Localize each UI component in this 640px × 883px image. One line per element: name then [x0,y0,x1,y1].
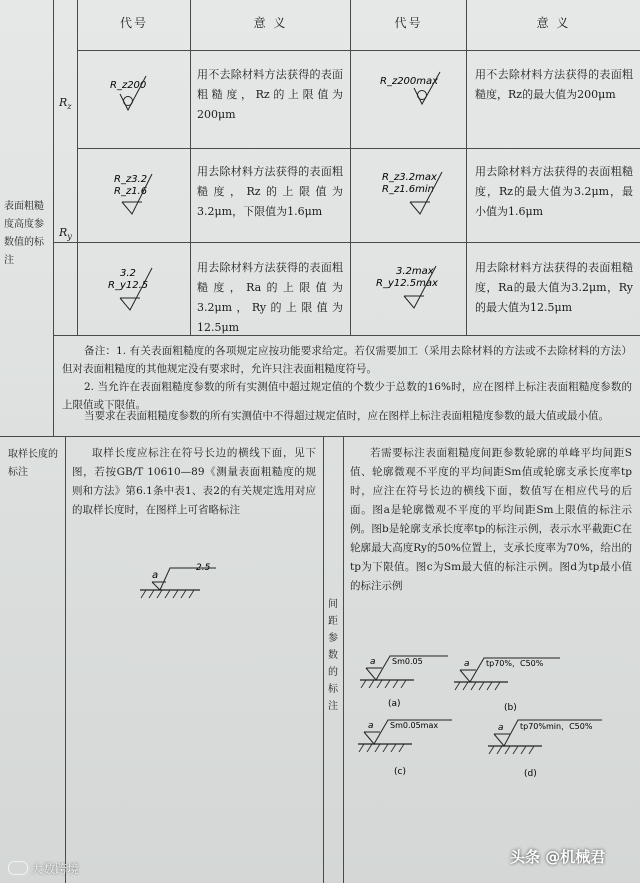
roughness-symbol-rz-maxmin [380,168,466,218]
svg-text:a: a [152,570,159,581]
svg-text:a: a [498,723,504,733]
section-label-spacing-params: 间距参数的标注 [328,599,338,712]
grid-line [65,436,66,883]
roughness-symbol-ra-ry [106,264,182,314]
svg-text:3.2: 3.2 [120,268,136,279]
header-code-left: 代号 [119,16,148,30]
watermark-left: 大数跨境 [8,860,79,877]
param-ry-label: $R_y$ [59,226,72,242]
spacing-params-text: 若需要标注表面粗糙度间距参数轮廓的单峰平均间距S值、轮廓微观不平度的平均间距Sm值或轮廓支承长度率tp时，应注在符号长边的横线下面，数值写在相应代号的后面。图a是轮廓微观不平度的平均间距Sm上限值的标注示例。图b是轮廓支承长度率tp的标注示例，表示水平截距C在轮廓最大高度Ry的50%位置上，支承长度率为70%，给出的tp为下限值。图c为Sm最大值的标注示例。图d为tp最小值的标注示例 [350,447,632,592]
svg-text:R_z3.2max: R_z3.2max [382,172,437,183]
svg-text:R_z1.6: R_z1.6 [114,186,148,197]
grid-line [77,50,640,51]
sampling-length-symbol [140,560,230,606]
svg-text:(d): (d) [524,769,537,779]
section-label-sampling-length: 取样长度的标注 [8,449,58,478]
svg-text:R_y12.5max: R_y12.5max [376,278,438,289]
sampling-length-text: 取样长度应标注在符号长边的横线下面，见下图，若按GB/T 10610—89《测量表面粗糙度的规则和方法》第6.1条中表1、表2的有关规定选用对应的取样长度时，在图样上可省略标注 [72,447,316,516]
svg-text:tp70%，C50%: tp70%，C50% [486,659,544,668]
row3-meaning-right: 用去除材料方法获得的表面粗糙度，Ra的最大值为3.2μm，Ry的最大值为12.5μm [475,261,633,314]
note-1: 备注：1. 有关表面粗糙度的各项规定应按功能要求给定。若仅需要加工（采用去除材料的方法或不去除材料的方法）但对表面粗糙度的其他规定没有要求时，允许只注表面粗糙度符号。 [62,345,632,375]
header-meaning-left: 意 义 [253,16,288,30]
figure-c-symbol [358,712,462,778]
grid-line [323,436,324,883]
grid-line [77,148,640,149]
svg-text:R_z200max: R_z200max [380,76,439,87]
row2-meaning-right: 用去除材料方法获得的表面粗糙度，Rz的最大值为3.2μm，最小值为1.6μm [475,165,633,218]
param-rz-label: $R_z$ [59,96,72,112]
header-code-right: 代号 [394,16,423,30]
section-label-height-params: 表面粗糙度高度参数值的标注 [4,201,44,266]
svg-text:(a): (a) [388,699,401,709]
grid-line [0,436,640,437]
grid-line [53,0,54,436]
figure-a-symbol [360,650,460,710]
svg-text:3.2max: 3.2max [396,266,434,277]
svg-text:R_y12.5: R_y12.5 [108,280,149,291]
grid-line [53,335,640,336]
header-meaning-right: 意 义 [536,16,571,30]
row1-meaning-right: 用不去除材料方法获得的表面粗糙度，Rz的最大值为200μm [475,68,633,101]
roughness-symbol-rz-range [112,170,182,218]
svg-text:a: a [370,657,376,667]
svg-text:tp70%min，C50%: tp70%min，C50% [520,722,593,731]
svg-text:R_z1.6min: R_z1.6min [382,184,434,195]
svg-text:a: a [464,659,470,669]
roughness-symbol-ra-ry-max [374,262,464,314]
grid-line [343,436,344,883]
figure-b-symbol [454,652,570,714]
row1-meaning-left: 用不去除材料方法获得的表面粗糙度，Rz的上限值为200μm [197,68,343,121]
figure-d-symbol [488,712,608,780]
note-3: 当要求在表面粗糙度参数的所有实测值中不得超过规定值时，应在图样上标注表面粗糙度参数的最大值或最小值。 [84,410,609,422]
grid-line [53,242,640,243]
roughness-symbol-rz200max [378,70,464,110]
row3-meaning-left: 用去除材料方法获得的表面粗糙度，Ra的上限值为3.2μm，Ry的上限值为12.5μm [197,261,343,334]
svg-text:R_z200: R_z200 [110,80,147,91]
svg-text:(c): (c) [394,767,406,777]
note-2: 2. 当允许在表面粗糙度参数的所有实测值中超过规定值的个数少于总数的16%时，应在图样上标注表面粗糙度参数的上限值或下限值。 [62,381,632,411]
svg-text:Sm0.05: Sm0.05 [392,657,423,666]
roughness-symbol-rz200 [108,74,178,114]
watermark-right: 头条 @机械君 [510,848,606,866]
svg-text:2.5: 2.5 [196,563,211,573]
row2-meaning-left: 用去除材料方法获得的表面粗糙度，Rz的上限值为3.2μm，下限值为1.6μm [197,165,343,218]
svg-text:Sm0.05max: Sm0.05max [390,721,439,730]
svg-text:a: a [368,721,374,731]
svg-text:R_z3.2: R_z3.2 [114,174,148,185]
watermark-logo-icon [8,861,28,875]
svg-text:(b): (b) [504,703,517,713]
